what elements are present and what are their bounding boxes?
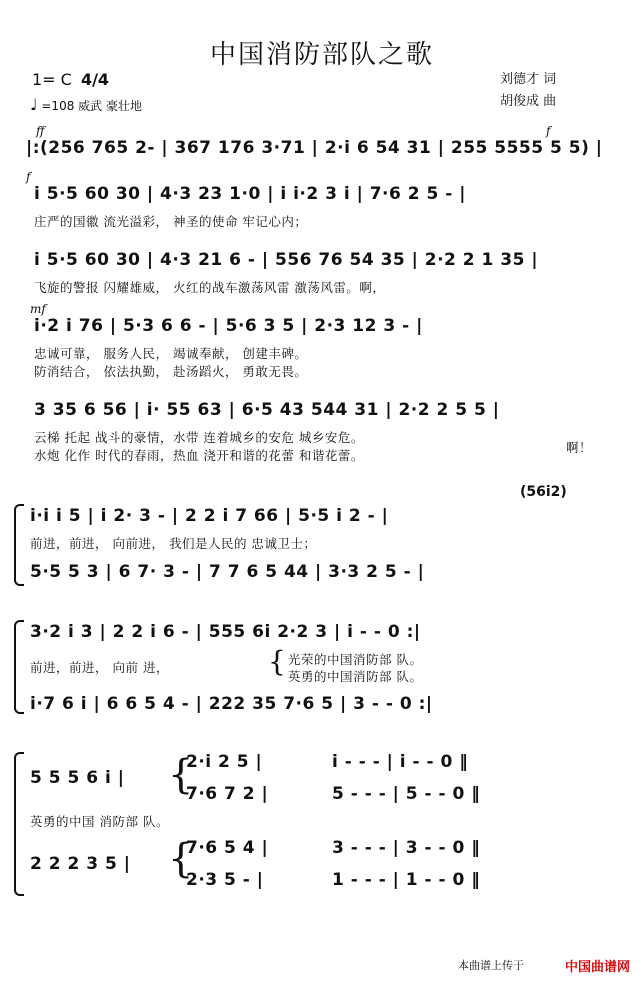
score-line-8-end-b: 5 - - - | 5 - - 0 ‖: [332, 784, 481, 804]
score-line-6-lower: 5·5 5 3 | 6 7· 3 - | 7 7 6 5 44 | 3·3 2 5 - |: [30, 562, 425, 582]
score-line-4: i·2 i 76 | 5·3 6 6 - | 5·6 3 5 | 2·3 12 3 - |: [34, 316, 423, 336]
site-logo[interactable]: 中国曲谱网: [564, 960, 630, 975]
score-line-9-lower-a: 2 2 2 3 5 |: [30, 854, 131, 874]
score-line-8-upper-b: 2·i 2 5 |: [186, 752, 263, 772]
lyric-line-4a: 忠诚可靠， 服务人民， 竭诚奉献， 创建丰碑。: [34, 346, 308, 361]
key-label: 1= C: [32, 70, 72, 89]
key-signature: [32, 70, 109, 89]
lyric-line-7: 前进，前进， 向前 进，: [30, 660, 169, 675]
score-line-9-lower-c: 2·3 5 - |: [186, 870, 264, 890]
score-line-8-end-a: i - - - | i - - 0 ‖: [332, 752, 469, 772]
lyric-line-4b: 防消结合， 依法执勤， 赴汤蹈火， 勇敢无畏。: [34, 364, 308, 379]
dynamic-mf: mf: [30, 302, 46, 316]
time-signature: 4/4: [80, 70, 110, 89]
tempo-marking: [30, 95, 142, 114]
staff-brace-3: [14, 752, 24, 896]
dynamic-ff: ff: [36, 124, 45, 138]
score-line-7-lower: i·7 6 i | 6 6 5 4 - | 222 35 7·6 5 | 3 - - 0 :|: [30, 694, 433, 714]
score-line-6-upper: i·i i 5 | i 2· 3 - | 2 2 i 7 66 | 5·5 i 2 - |: [30, 506, 389, 526]
score-line-5: 3 35 6 56 | i· 55 63 | 6·5 43 544 31 | 2·2 2 5 5 |: [34, 400, 500, 420]
lyric-line-8: 英勇的中国 消防部 队。: [30, 814, 169, 829]
staff-brace-2: [14, 620, 24, 714]
score-line-2: i 5·5 60 30 | 4·3 23 1·0 | i i·2 3 i | 7·6 2 5 - |: [34, 184, 466, 204]
voice-brace-icon-lower: {: [168, 836, 194, 882]
lyric-line-7-alt-a: 光荣的中国消防部 队。: [288, 652, 423, 667]
staff-brace-1: [14, 504, 24, 586]
voice-brace-icon-upper: {: [168, 752, 194, 798]
lyric-line-6: 前进，前进， 向前进， 我们是人民的 忠诚卫士；: [30, 536, 317, 551]
dynamic-f-2: f: [26, 170, 31, 184]
score-line-3: i 5·5 60 30 | 4·3 21 6 - | 556 76 54 35 | 2·2 2 1 35 |: [34, 250, 539, 270]
score-line-9-end-a: 3 - - - | 3 - - 0 ‖: [332, 838, 481, 858]
score-line-1: |:(256 765 2- | 367 176 3·71 | 2·i 6 54 31 | 255 5555 5 5) |: [26, 138, 603, 158]
lyric-line-5-tail: 啊！: [566, 440, 593, 455]
lyric-brace-icon: {: [268, 645, 286, 678]
score-line-8-upper-c: 7·6 7 2 |: [186, 784, 269, 804]
score-line-9-lower-b: 7·6 5 4 |: [186, 838, 269, 858]
upload-note: 本曲谱上传于: [458, 959, 524, 972]
composer-credit: 胡俊成 曲: [500, 94, 557, 109]
lyricist-credit: 刘德才 词: [500, 72, 557, 87]
score-line-7-upper: 3·2 i 3 | 2 2 i 6 - | 555 6i 2·2 3 | i - - 0 :|: [30, 622, 421, 642]
lyric-line-3: 飞旋的警报 闪耀雄威， 火红的战车激荡风雷 激荡风雷。啊，: [34, 280, 386, 295]
quarter-note-icon: ♩: [30, 95, 38, 114]
score-line-9-end-b: 1 - - - | 1 - - 0 ‖: [332, 870, 481, 890]
dynamic-f: f: [546, 124, 551, 138]
lyric-line-7-alt-b: 英勇的中国消防部 队。: [288, 669, 423, 684]
lyric-line-2: 庄严的国徽 流光溢彩， 神圣的使命 牢记心内；: [34, 214, 308, 229]
score-line-8-upper-a: 5 5 5 6 i |: [30, 768, 125, 788]
lyric-line-5a: 云梯 托起 战斗的豪情，水带 连着城乡的安危 城乡安危。: [34, 430, 364, 445]
tempo-text: =108 威武 豪壮地: [41, 99, 142, 113]
lyric-line-5b: 水炮 化作 时代的春雨，热血 浇开和谐的花蕾 和谐花蕾。: [34, 448, 364, 463]
aside-notes: (56i2): [520, 484, 567, 500]
page-title: 中国消防部队之歌: [209, 40, 434, 70]
